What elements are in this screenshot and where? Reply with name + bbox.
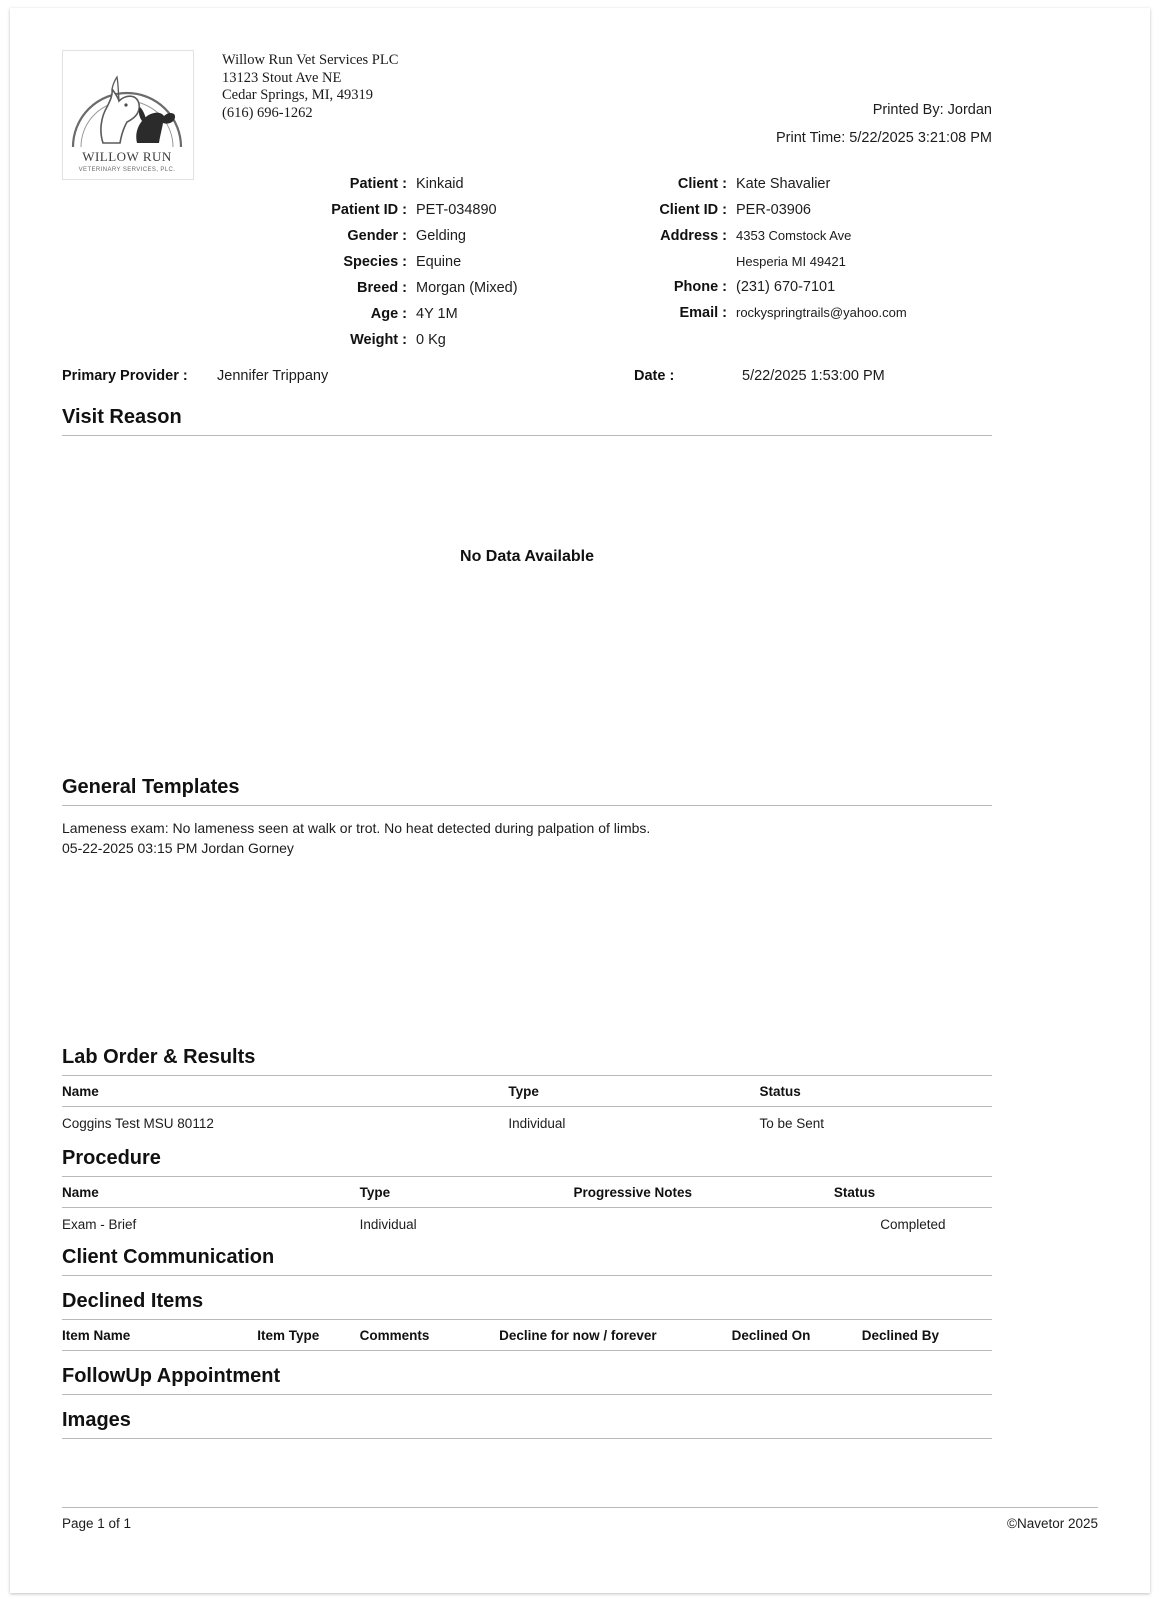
patient-gender-label: Gender : <box>347 228 407 244</box>
lab-cell-name: Coggins Test MSU 80112 <box>62 1116 214 1131</box>
primary-provider-value: Jennifer Trippany <box>217 368 329 384</box>
section-images-title: Images <box>62 1409 992 1439</box>
general-templates-note: Lameness exam: No lameness seen at walk or trot. No heat detected during palpation of limbs. <box>62 820 651 836</box>
patient-id-value: PET-034890 <box>416 202 497 218</box>
svg-text:WILLOW RUN: WILLOW RUN <box>82 149 172 164</box>
section-client-communication-title: Client Communication <box>62 1246 992 1276</box>
patient-client-info <box>62 176 992 366</box>
section-visit-reason-title: Visit Reason <box>62 406 992 436</box>
patient-species-row <box>267 254 597 270</box>
client-address-value: 4353 Comstock Ave <box>736 228 852 243</box>
client-email-row <box>582 305 1002 321</box>
visit-reason-body <box>62 436 992 776</box>
client-address-row <box>582 228 1002 244</box>
patient-gender-value: Gelding <box>416 228 466 244</box>
patient-species-label: Species : <box>343 254 407 270</box>
client-phone-row <box>582 279 1002 295</box>
lab-orders-table <box>62 1076 992 1139</box>
svg-text:VETERINARY SERVICES, PLC.: VETERINARY SERVICES, PLC. <box>78 167 176 173</box>
declined-col-decline-for: Decline for now / forever <box>499 1320 732 1351</box>
table-row <box>62 1208 992 1241</box>
copyright: ©Navetor 2025 <box>1007 1516 1098 1531</box>
patient-name-value: Kinkaid <box>416 176 464 192</box>
clinic-name: Willow Run Vet Services PLC <box>222 52 399 68</box>
patient-id-label: Patient ID : <box>331 202 407 218</box>
patient-age-label: Age : <box>370 306 407 322</box>
patient-gender-row <box>267 228 597 244</box>
visit-date-label: Date : <box>634 368 675 384</box>
patient-age-value: 4Y 1M <box>416 306 458 322</box>
primary-provider-label: Primary Provider : <box>62 368 188 384</box>
proc-col-status: Status <box>834 1177 992 1208</box>
lab-col-status: Status <box>759 1076 992 1107</box>
proc-cell-name: Exam - Brief <box>62 1217 137 1232</box>
patient-weight-row <box>267 332 597 348</box>
client-info-column <box>582 176 1002 331</box>
client-id-value: PER-03906 <box>736 202 811 218</box>
section-lab-orders-title: Lab Order & Results <box>62 1046 992 1076</box>
clinic-logo <box>62 50 194 180</box>
page-number: Page 1 of 1 <box>62 1516 132 1531</box>
declined-items-table <box>62 1320 992 1351</box>
print-info <box>776 96 992 152</box>
patient-weight-value: 0 Kg <box>416 332 446 348</box>
proc-cell-status: Completed <box>880 1217 946 1232</box>
printed-by: Printed By: Jordan <box>872 102 992 118</box>
general-templates-signature: 05-22-2025 03:15 PM Jordan Gorney <box>62 840 294 856</box>
patient-breed-row <box>267 280 597 296</box>
procedure-table <box>62 1177 992 1240</box>
proc-col-name: Name <box>62 1177 360 1208</box>
client-name-row <box>582 176 1002 192</box>
print-time: Print Time: 5/22/2025 3:21:08 PM <box>775 130 992 146</box>
general-templates-body <box>62 806 992 1046</box>
client-name-value: Kate Shavalier <box>736 176 831 192</box>
lab-cell-type: Individual <box>508 1116 566 1131</box>
procedure-header-row <box>62 1177 992 1208</box>
visit-date-value: 5/22/2025 1:53:00 PM <box>742 368 885 384</box>
client-address-row-2 <box>582 254 1002 269</box>
section-general-templates-title: General Templates <box>62 776 992 806</box>
clinic-address-line1: 13123 Stout Ave NE <box>222 69 342 86</box>
document-header <box>62 38 992 173</box>
patient-breed-label: Breed : <box>357 280 407 296</box>
patient-id-row <box>267 202 597 218</box>
document-footer <box>62 1507 1098 1531</box>
images-body <box>62 1439 992 1487</box>
patient-species-value: Equine <box>416 254 462 270</box>
lab-cell-status: To be Sent <box>759 1116 825 1131</box>
declined-header-row <box>62 1320 992 1351</box>
section-procedure-title: Procedure <box>62 1147 992 1177</box>
proc-col-type: Type <box>360 1177 574 1208</box>
patient-info-column <box>267 176 597 358</box>
provider-date-line <box>62 368 992 394</box>
client-address-value-2: Hesperia MI 49421 <box>736 254 846 269</box>
section-declined-items-title: Declined Items <box>62 1290 992 1320</box>
patient-name-label: Patient : <box>349 176 407 192</box>
declined-col-item-type: Item Type <box>257 1320 359 1351</box>
client-phone-value: (231) 670-7101 <box>736 279 836 295</box>
patient-age-row <box>267 306 597 322</box>
lab-col-name: Name <box>62 1076 508 1107</box>
patient-name-row <box>267 176 597 192</box>
client-email-value: rockyspringtrails@yahoo.com <box>736 305 907 320</box>
declined-col-declined-on: Declined On <box>732 1320 862 1351</box>
visit-reason-no-data: No Data Available <box>460 548 594 565</box>
clinic-info <box>222 52 398 122</box>
client-email-label: Email : <box>679 305 727 321</box>
clinic-address-line2: Cedar Springs, MI, 49319 <box>222 87 374 103</box>
client-name-label: Client : <box>677 176 727 192</box>
patient-weight-label: Weight : <box>350 332 407 348</box>
section-followup-appointment-title: FollowUp Appointment <box>62 1365 992 1395</box>
proc-cell-type: Individual <box>359 1217 417 1232</box>
patient-breed-value: Morgan (Mixed) <box>416 280 518 296</box>
client-address-label: Address : <box>660 228 727 244</box>
document-sheet <box>10 8 1150 1593</box>
client-id-row <box>582 202 1002 218</box>
client-id-label: Client ID : <box>659 202 727 218</box>
declined-col-item-name: Item Name <box>62 1320 257 1351</box>
declined-col-comments: Comments <box>360 1320 500 1351</box>
willow-run-logo-icon <box>63 51 191 177</box>
table-row <box>62 1107 992 1140</box>
lab-orders-header-row <box>62 1076 992 1107</box>
document-content <box>62 38 992 1487</box>
client-phone-label: Phone : <box>673 279 727 295</box>
declined-col-declined-by: Declined By <box>862 1320 992 1351</box>
proc-cell-progressive-notes <box>573 1208 833 1241</box>
lab-col-type: Type <box>508 1076 759 1107</box>
proc-col-progressive-notes: Progressive Notes <box>573 1177 833 1208</box>
clinic-phone: (616) 696-1262 <box>222 104 313 121</box>
